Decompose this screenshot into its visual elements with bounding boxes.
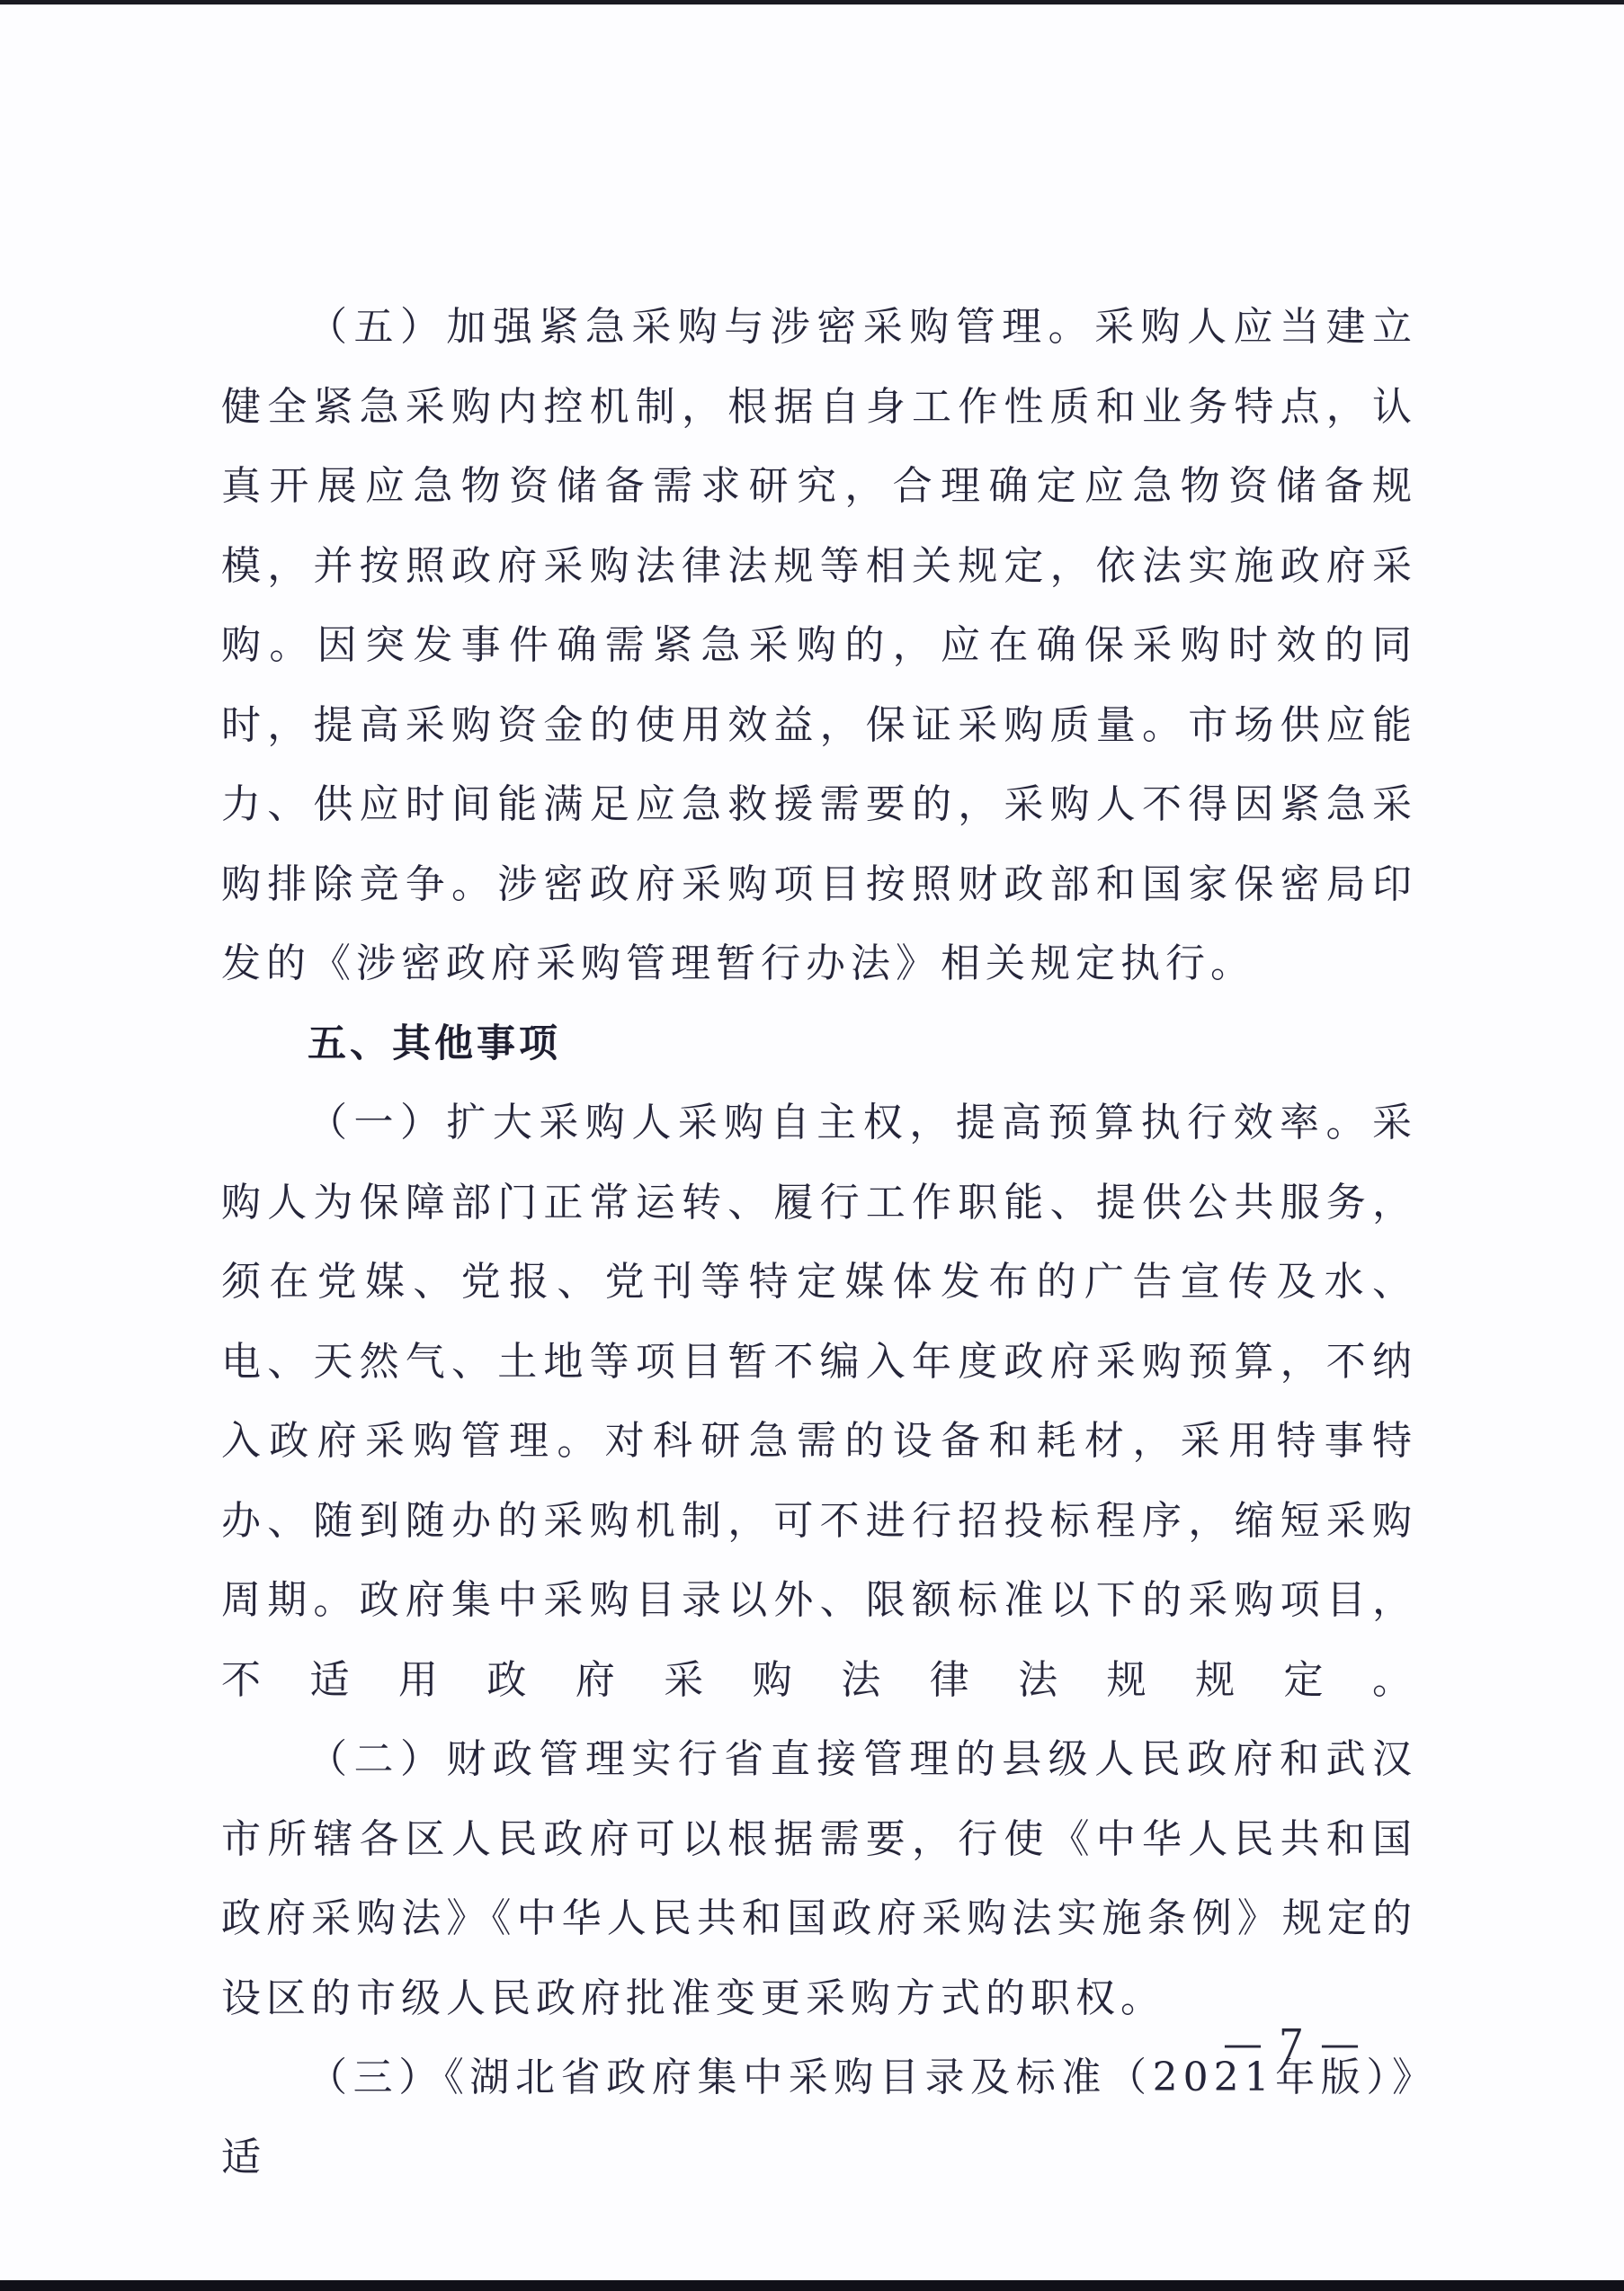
- scan-edge-top: [0, 0, 1624, 4]
- section-heading-other-matters: 五、其他事项: [308, 1021, 561, 1066]
- page-number: — 7 —: [1223, 2021, 1361, 2067]
- scan-edge-bottom: [0, 2280, 1624, 2291]
- paragraph-procurement-autonomy: （一）扩大采购人采购自主权，提高预算执行效率。采购人为保障部门正常运转、履行工作职能、提供公共服务，须在党媒、党报、党刊等特定媒体发布的广告宣传及水、电、天然气、土地等项目暂不编入年度政府采购预算，不纳入政府采购管理。对科研急需的设备和耗材，采用特事特办、随到随办的采购机制，可不进行招投标程序，缩短采购周期。政府集中采购目录以外、限额标准以下的采购项目，不适用政府采购法律法规规定。: [221, 1100, 1417, 1703]
- paragraph-catalog-applicability: （三）《湖北省政府集中采购目录及标准（2021年版）》适: [221, 2055, 1417, 2180]
- document-body: [221, 288, 1417, 2197]
- paragraph-county-authority: （二）财政管理实行省直接管理的县级人民政府和武汉市所辖各区人民政府可以根据需要，行使《中华人民共和国政府采购法》《中华人民共和国政府采购法实施条例》规定的设区的市级人民政府批准变更采购方式的职权。: [221, 1736, 1417, 2021]
- paragraph-emergency-procurement: （五）加强紧急采购与涉密采购管理。采购人应当建立健全紧急采购内控机制，根据自身工作性质和业务特点，认真开展应急物资储备需求研究，合理确定应急物资储备规模，并按照政府采购法律法规等相关规定，依法实施政府采购。因突发事件确需紧急采购的，应在确保采购时效的同时，提高采购资金的使用效益，保证采购质量。市场供应能力、供应时间能满足应急救援需要的，采购人不得因紧急采购排除竞争。涉密政府采购项目按照财政部和国家保密局印发的《涉密政府采购管理暂行办法》相关规定执行。: [221, 304, 1417, 986]
